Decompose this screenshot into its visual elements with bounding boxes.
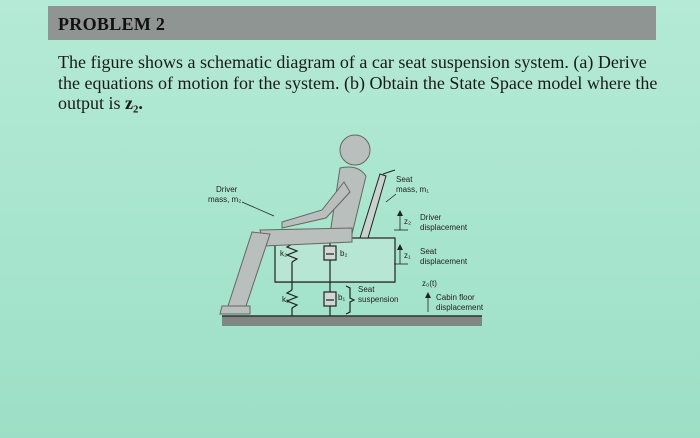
output-variable: z₂. — [125, 93, 143, 113]
k2-label: k₂ — [280, 249, 288, 258]
seat-mass-label: mass, m₁ — [396, 185, 429, 194]
seat-suspension-label-1: Seat — [358, 285, 375, 294]
z0-label: z₀(t) — [422, 279, 437, 288]
driver-displacement-label-1: Driver — [420, 213, 442, 222]
driver-foot — [220, 306, 250, 314]
driver-label: Driver — [216, 185, 238, 194]
seat-displacement-label-1: Seat — [420, 247, 437, 256]
driver-head — [340, 135, 370, 165]
seat-suspension-label-2: suspension — [358, 295, 399, 304]
driver-mass-label: mass, m₂ — [208, 195, 242, 204]
cabin-floor — [222, 316, 482, 326]
seat-suspension-diagram — [190, 130, 520, 340]
seat-label: Seat — [396, 175, 413, 184]
b1-label: b₁ — [338, 293, 346, 302]
problem-statement — [58, 52, 658, 114]
z2-label: z₂ — [404, 217, 412, 226]
b2-label: b₂ — [340, 249, 348, 258]
cabin-floor-label-1: Cabin floor — [436, 293, 475, 302]
k1-label: k₁ — [282, 295, 289, 304]
seat-displacement-label-2: displacement — [420, 257, 468, 266]
driver-displacement-label-2: displacement — [420, 223, 468, 232]
driver-leg — [228, 232, 270, 306]
problem-title: PROBLEM 2 — [58, 14, 166, 34]
problem-body: The figure shows a schematic diagram of a car seat suspension system. (a) Derive the equations of motion for the system. (b) Obtain the State Space model where the output is — [58, 52, 658, 113]
z1-label: z₁ — [404, 251, 411, 260]
cabin-floor-label-2: displacement — [436, 303, 484, 312]
